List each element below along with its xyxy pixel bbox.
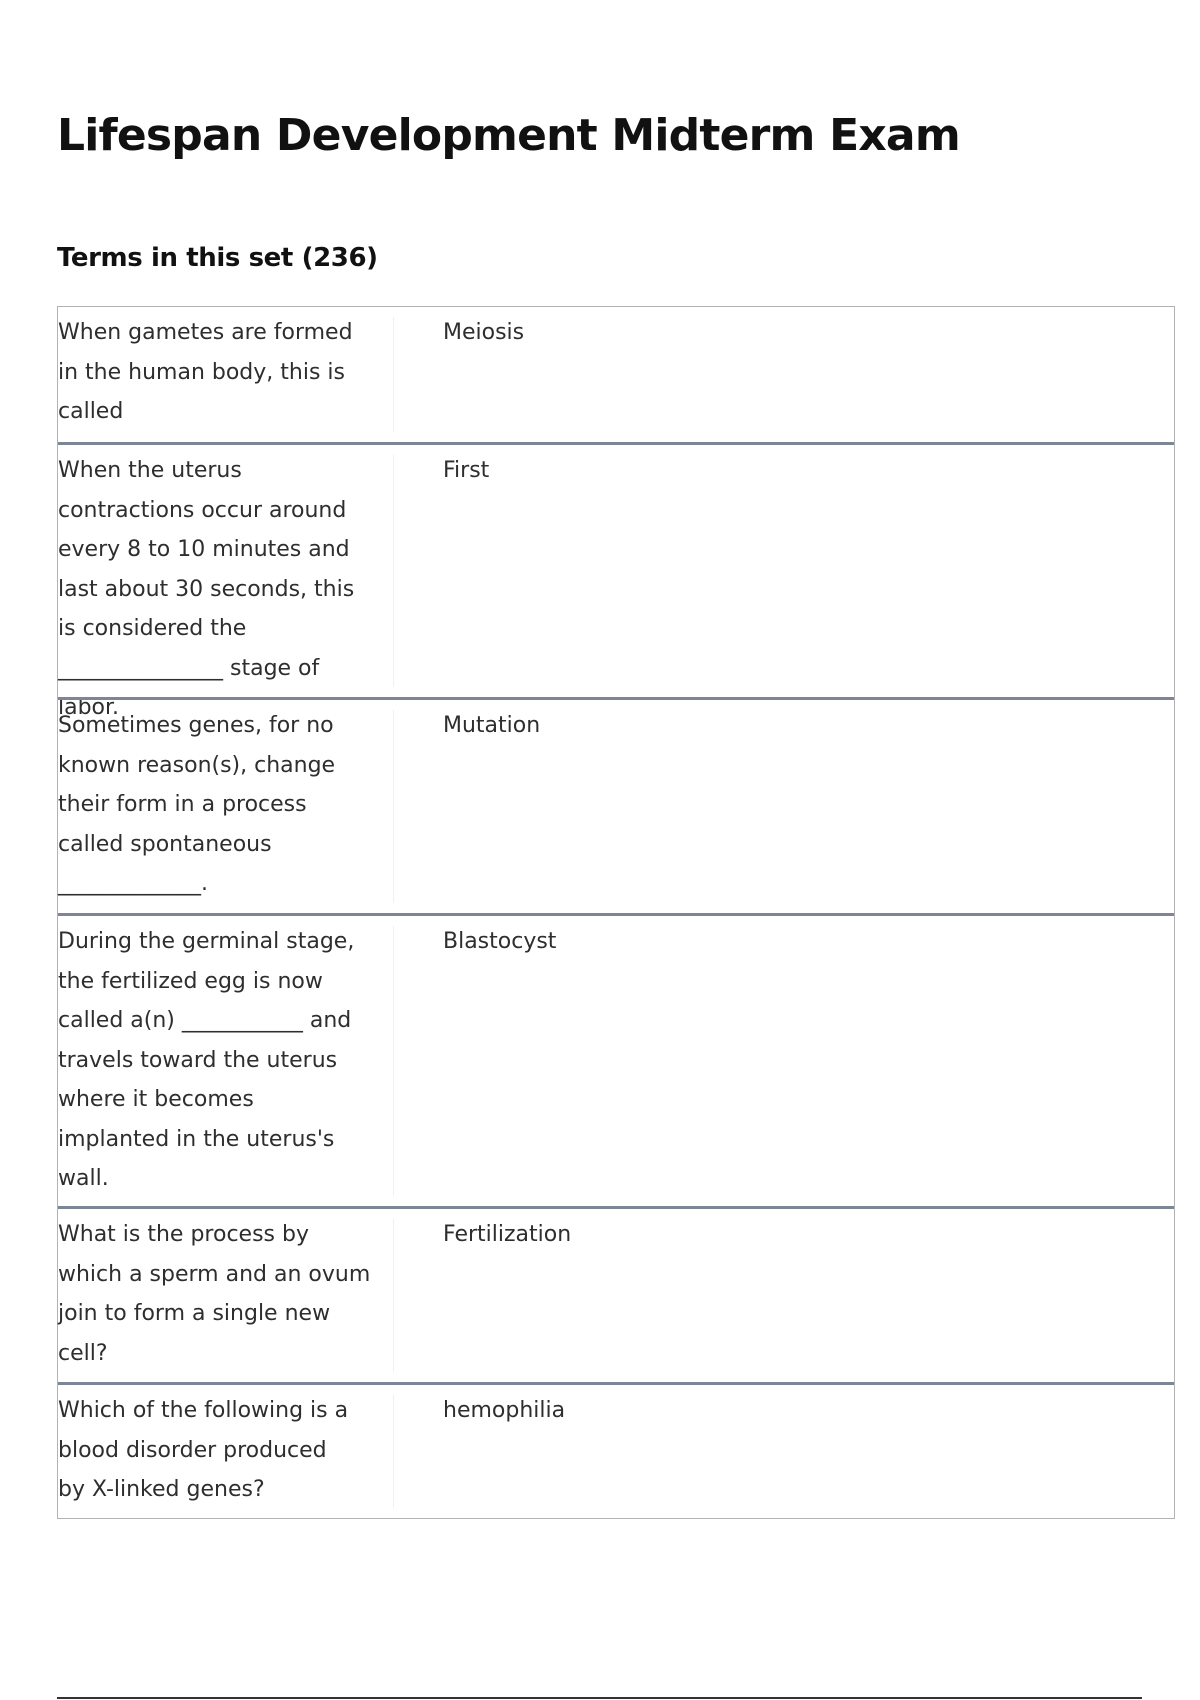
term-row	[58, 1382, 1174, 1518]
term-row	[58, 307, 1174, 442]
term-row	[58, 913, 1174, 1206]
term-text: Which of the following is a blood disorder produced by X-linked genes?	[58, 1398, 349, 1502]
definition-text: Meiosis	[443, 320, 525, 345]
term-text: When gametes are formed in the human body, this is called	[58, 320, 353, 424]
definition-text: Blastocyst	[443, 929, 557, 954]
definition-text: Mutation	[443, 713, 541, 738]
definition-text: First	[443, 458, 490, 483]
term-text: When the uterus contractions occur around every 8 to 10 minutes and last about 30 seconds, this is considered the _______________ stage of labor.	[58, 458, 355, 720]
term-row	[58, 442, 1174, 720]
page-title: Lifespan Development Midterm Exam	[57, 110, 960, 161]
term-text: Sometimes genes, for no known reason(s), change their form in a process called spontaneous _____________.	[58, 713, 336, 896]
footer-divider	[57, 1697, 1142, 1699]
definition-text: Fertilization	[443, 1222, 572, 1247]
terms-count-heading: Terms in this set (236)	[57, 243, 378, 273]
terms-table	[57, 306, 1175, 1519]
term-text: What is the process by which a sperm and an ovum join to form a single new cell?	[58, 1222, 371, 1366]
term-row	[58, 1206, 1174, 1382]
definition-text: hemophilia	[443, 1398, 566, 1423]
term-text: During the germinal stage, the fertilized egg is now called a(n) ___________ and travels toward the uterus where it becomes implanted in the uterus's wall.	[58, 929, 355, 1191]
term-row	[58, 697, 1174, 913]
